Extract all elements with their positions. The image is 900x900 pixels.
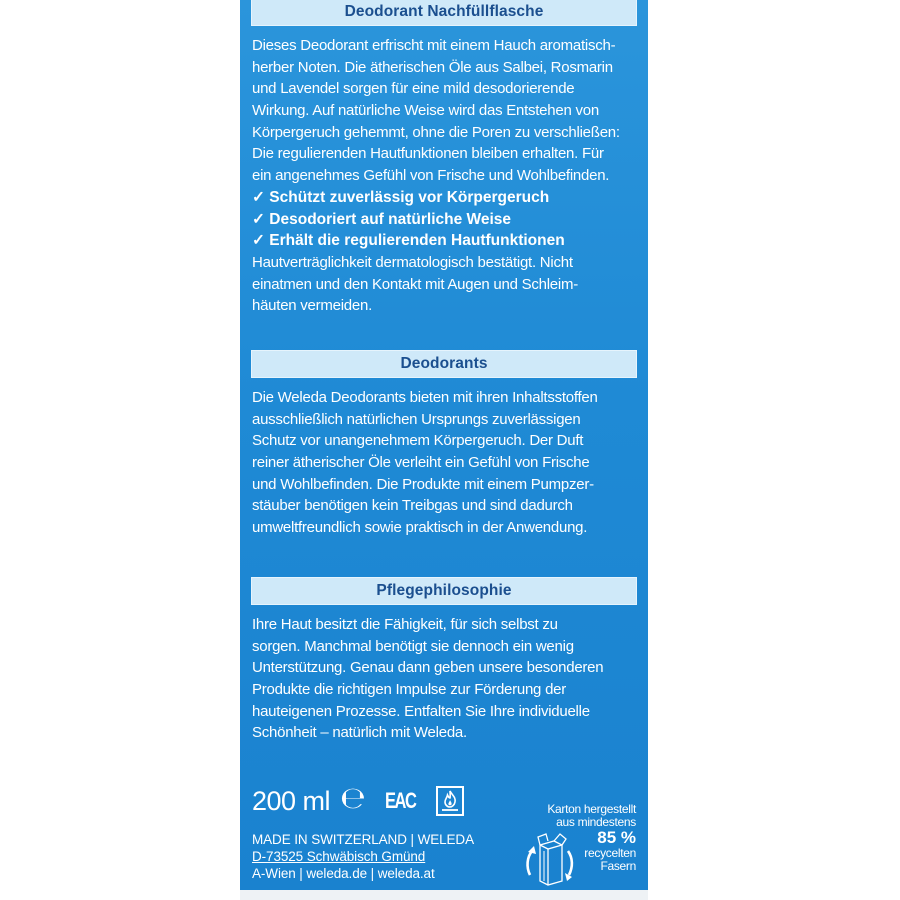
text-line: Körpergeruch gehemmt, ohne die Poren zu verschließen: [252, 123, 620, 141]
text-line: ausschließlich natürlichen Ursprungs zuverlässigen [252, 410, 581, 428]
text-line: und Wohlbefinden. Die Produkte mit einem Pumpzer- [252, 475, 594, 493]
section-title: Deodorants [400, 355, 488, 372]
text-line: Die Weleda Deodorants bieten mit ihren Inhaltsstoffen [252, 389, 598, 406]
text-line: umweltfreundlich sowie praktisch in der Anwendung. [252, 519, 588, 537]
text-line: Schutz vor unangenehmem Körpergeruch. Der Duft [252, 432, 584, 450]
text-line: Dieses Deodorant erfrischt mit einem Hauch aromatisch- [252, 37, 616, 54]
volume-label: 200 ml [252, 786, 331, 816]
section-body-pflegephilosophie [252, 614, 642, 744]
section-header-pflegephilosophie [251, 577, 637, 605]
recycle-text: Fasern [600, 859, 636, 873]
text-line: ein angenehmes Gefühl von Frische und Wohlbefinden. [252, 167, 610, 185]
recycle-percent: 85 % [597, 828, 636, 847]
footer-marks [252, 781, 464, 816]
text-line: Wirkung. Auf natürliche Weise wird das Entstehen von [252, 102, 599, 120]
address-line: A-Wien | weleda.de | weleda.at [252, 866, 435, 881]
recycled-carton-badge [506, 803, 636, 888]
text-line: Schönheit – natürlich mit Weleda. [252, 724, 467, 742]
recycle-text: aus mindestens [556, 815, 636, 829]
text-line: Produkte die richtigen Impulse zur Förderung der [252, 681, 567, 699]
benefit-item: ✓ Desodoriert auf natürliche Weise [252, 210, 512, 228]
section-header-nachfuellflasche [251, 0, 637, 26]
section-header-deodorants [251, 350, 637, 378]
manufacturer-address [252, 831, 474, 882]
recycle-text: Karton hergestellt [547, 802, 636, 816]
section-title: Deodorant Nachfüllflasche [344, 3, 544, 20]
text-line: Ihre Haut besitzt die Fähigkeit, für sich selbst zu [252, 616, 558, 633]
text-line: Hautverträglichkeit dermatologisch bestätigt. Nicht [252, 253, 573, 271]
section-body-nachfuellflasche [252, 35, 642, 317]
text-line: und Lavendel sorgen für eine mild desodorierende [252, 80, 575, 98]
benefit-item: ✓ Schützt zuverlässig vor Körpergeruch [252, 188, 550, 206]
recycle-text: recycelten [584, 846, 636, 860]
text-line: sorgen. Manchmal benötigt sie dennoch ein wenig [252, 637, 574, 655]
section-body-deodorants [252, 387, 642, 539]
text-line: herber Noten. Die ätherischen Öle aus Salbei, Rosmarin [252, 58, 613, 76]
text-line: häuten vermeiden. [252, 297, 372, 315]
text-line: Unterstützung. Genau dann geben unsere besonderen [252, 659, 604, 677]
text-line: reiner ätherischer Öle verleiht ein Gefühl von Frische [252, 454, 590, 472]
text-line: stäuber benötigen kein Treibgas und sind dadurch [252, 497, 573, 515]
eac-mark-icon: EAC [384, 788, 416, 813]
product-label-panel [240, 0, 648, 890]
page-bottom-strip [240, 890, 648, 900]
section-title: Pflegephilosophie [376, 582, 512, 599]
benefit-item: ✓ Erhält die regulierenden Hautfunktionen [252, 232, 565, 250]
address-line: MADE IN SWITZERLAND | WELEDA [252, 832, 474, 847]
text-line: hauteigenen Prozesse. Entfalten Sie Ihre individuelle [252, 702, 590, 720]
estimated-sign-icon: ℮ [340, 781, 366, 816]
text-line: Die regulierenden Hautfunktionen bleiben erhalten. Für [252, 145, 604, 163]
address-line: D-73525 Schwäbisch Gmünd [252, 849, 426, 864]
flame-icon [436, 786, 464, 816]
text-line: einatmen und den Kontakt mit Augen und Schleim- [252, 275, 578, 293]
recycled-carton-icon [520, 831, 586, 887]
